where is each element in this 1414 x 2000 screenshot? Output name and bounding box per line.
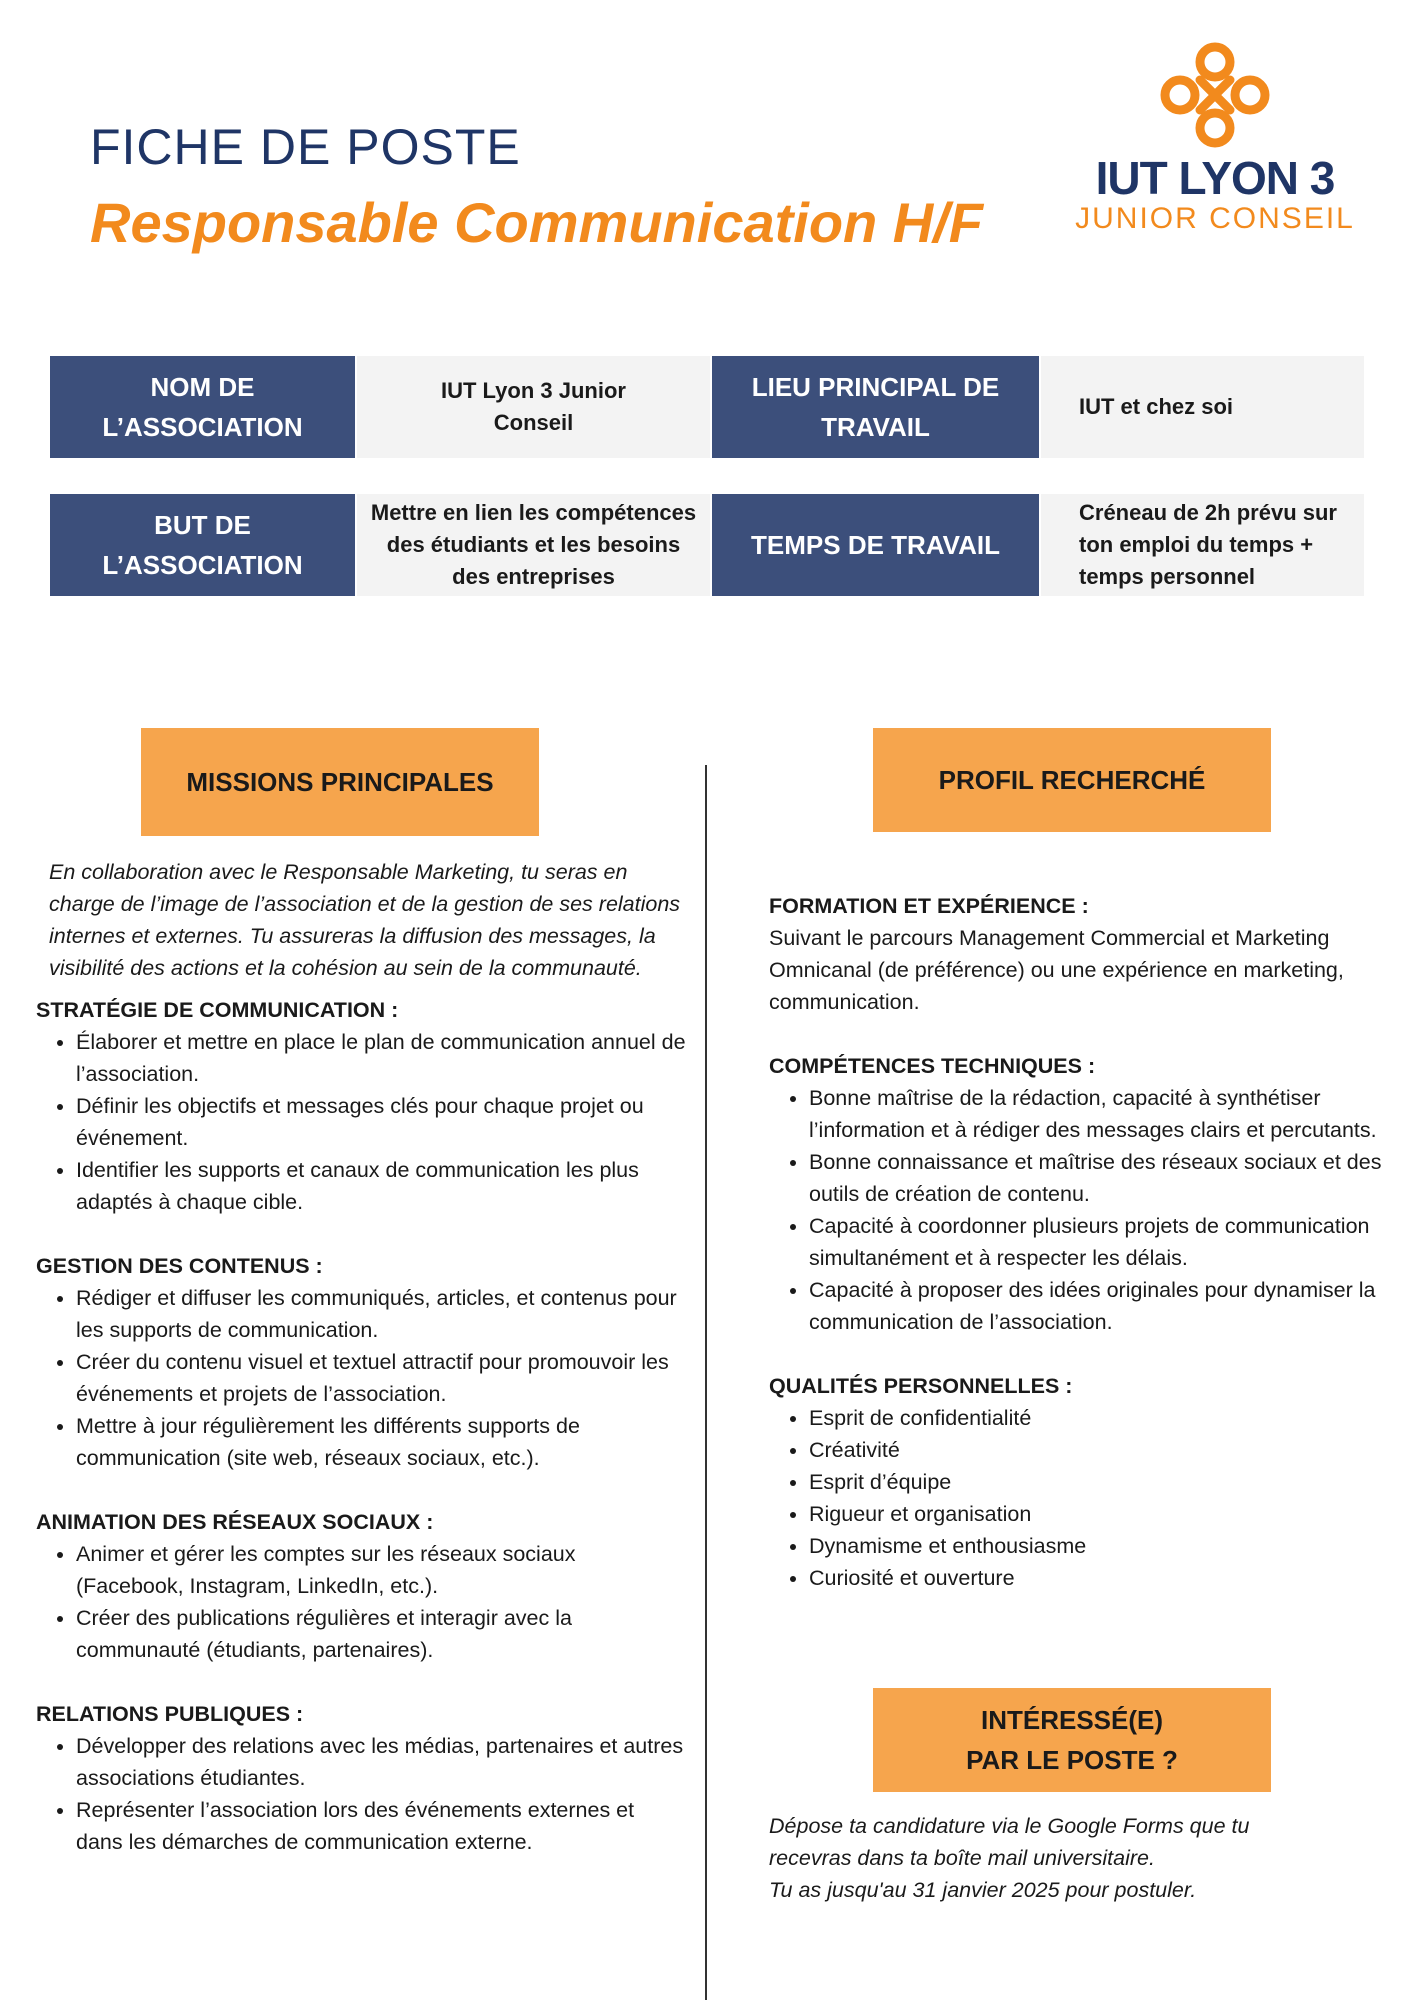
- knot-icon: [1155, 40, 1275, 150]
- list-item: • Mettre à jour régulièrement les différents supports de communication (site web, réseaux sociaux, etc.).: [76, 1410, 686, 1474]
- missions-heading: MISSIONS PRINCIPALES: [141, 728, 539, 836]
- formation-text: Suivant le parcours Management Commercial et Marketing Omnicanal (de préférence) ou une expérience en marketing, communication.: [769, 926, 1344, 1014]
- list-item: • Rigueur et organisation: [809, 1498, 1389, 1530]
- label-nom-association: NOM DE L’ASSOCIATION: [50, 356, 355, 458]
- list-item: • Dynamisme et enthousiasme: [809, 1530, 1389, 1562]
- list-item: • Bonne connaissance et maîtrise des réseaux sociaux et des outils de création de contenu.: [809, 1146, 1389, 1210]
- column-divider: [705, 765, 707, 2000]
- interesse-text: Dépose ta candidature via le Google Forms que tu recevras dans ta boîte mail universitaire. Tu as jusqu'au 31 janvier 2025 pour postuler.: [769, 1814, 1250, 1902]
- label-temps-travail: TEMPS DE TRAVAIL: [712, 494, 1039, 596]
- list-item: • Curiosité et ouverture: [809, 1562, 1389, 1594]
- list-item: • Représenter l’association lors des événements externes et dans les démarches de communication externe.: [76, 1794, 686, 1858]
- list-item: • Développer des relations avec les médias, partenaires et autres associations étudiantes.: [76, 1730, 686, 1794]
- section-title-competences: COMPÉTENCES TECHNIQUES :: [769, 1054, 1096, 1078]
- job-title: Responsable Communication H/F: [90, 191, 983, 254]
- list-item: • Animer et gérer les comptes sur les réseaux sociaux (Facebook, Instagram, LinkedIn, etc.).: [76, 1538, 686, 1602]
- list-item: • Esprit d’équipe: [809, 1466, 1389, 1498]
- list-item: • Rédiger et diffuser les communiqués, articles, et contenus pour les supports de communication.: [76, 1282, 686, 1346]
- label-but-association: BUT DE L’ASSOCIATION: [50, 494, 355, 596]
- list-competences: [769, 1082, 1389, 1338]
- logo: [1070, 40, 1360, 250]
- section-title-qualites: QUALITÉS PERSONNELLES :: [769, 1374, 1073, 1398]
- value-nom-association: IUT Lyon 3 Junior Conseil: [357, 356, 710, 458]
- missions-column: [36, 856, 686, 1858]
- logo-subname: JUNIOR CONSEIL: [1075, 202, 1355, 235]
- list-item: • Créer du contenu visuel et textuel attractif pour promouvoir les événements et projets de l’association.: [76, 1346, 686, 1410]
- list-relations: [36, 1730, 686, 1858]
- list-reseaux: [36, 1538, 686, 1666]
- page-title: FICHE DE POSTE: [90, 119, 521, 175]
- list-item: • Bonne maîtrise de la rédaction, capacité à synthétiser l’information et à rédiger des messages clairs et percutants.: [809, 1082, 1389, 1146]
- section-title-contenus: GESTION DES CONTENUS :: [36, 1254, 323, 1278]
- profil-heading: PROFIL RECHERCHÉ: [873, 728, 1271, 832]
- list-item: • Créer des publications régulières et interagir avec la communauté (étudiants, partenaires).: [76, 1602, 686, 1666]
- missions-intro: En collaboration avec le Responsable Marketing, tu seras en charge de l’image de l’association et de la gestion de ses relations internes et externes. Tu assureras la diffusion des messages, la visibilité des actions et la cohésion au sein de la communauté.: [49, 860, 681, 980]
- section-title-relations: RELATIONS PUBLIQUES :: [36, 1702, 304, 1726]
- interesse-heading: INTÉRESSÉ(E) PAR LE POSTE ?: [873, 1688, 1271, 1792]
- list-item: • Créativité: [809, 1434, 1389, 1466]
- list-item: • Définir les objectifs et messages clés pour chaque projet ou événement.: [76, 1090, 686, 1154]
- value-but-association: Mettre en lien les compétences des étudiants et les besoins des entreprises: [357, 494, 710, 596]
- section-title-strategie: STRATÉGIE DE COMMUNICATION :: [36, 998, 399, 1022]
- section-title-formation: FORMATION ET EXPÉRIENCE :: [769, 894, 1089, 918]
- logo-name: IUT LYON 3: [1095, 152, 1335, 204]
- list-item: • Esprit de confidentialité: [809, 1402, 1389, 1434]
- value-lieu-travail: IUT et chez soi: [1041, 356, 1364, 458]
- value-temps-travail: Créneau de 2h prévu sur ton emploi du temps + temps personnel: [1041, 494, 1364, 596]
- section-title-reseaux: ANIMATION DES RÉSEAUX SOCIAUX :: [36, 1510, 434, 1534]
- list-item: • Capacité à proposer des idées originales pour dynamiser la communication de l’association.: [809, 1274, 1389, 1338]
- list-contenus: [36, 1282, 686, 1474]
- list-strategie: [36, 1026, 686, 1218]
- list-item: • Capacité à coordonner plusieurs projets de communication simultanément et à respecter les délais.: [809, 1210, 1389, 1274]
- profil-column: [769, 890, 1389, 1594]
- list-item: • Identifier les supports et canaux de communication les plus adaptés à chaque cible.: [76, 1154, 686, 1218]
- list-item: • Élaborer et mettre en place le plan de communication annuel de l’association.: [76, 1026, 686, 1090]
- label-lieu-travail: LIEU PRINCIPAL DE TRAVAIL: [712, 356, 1039, 458]
- list-qualites: [769, 1402, 1389, 1594]
